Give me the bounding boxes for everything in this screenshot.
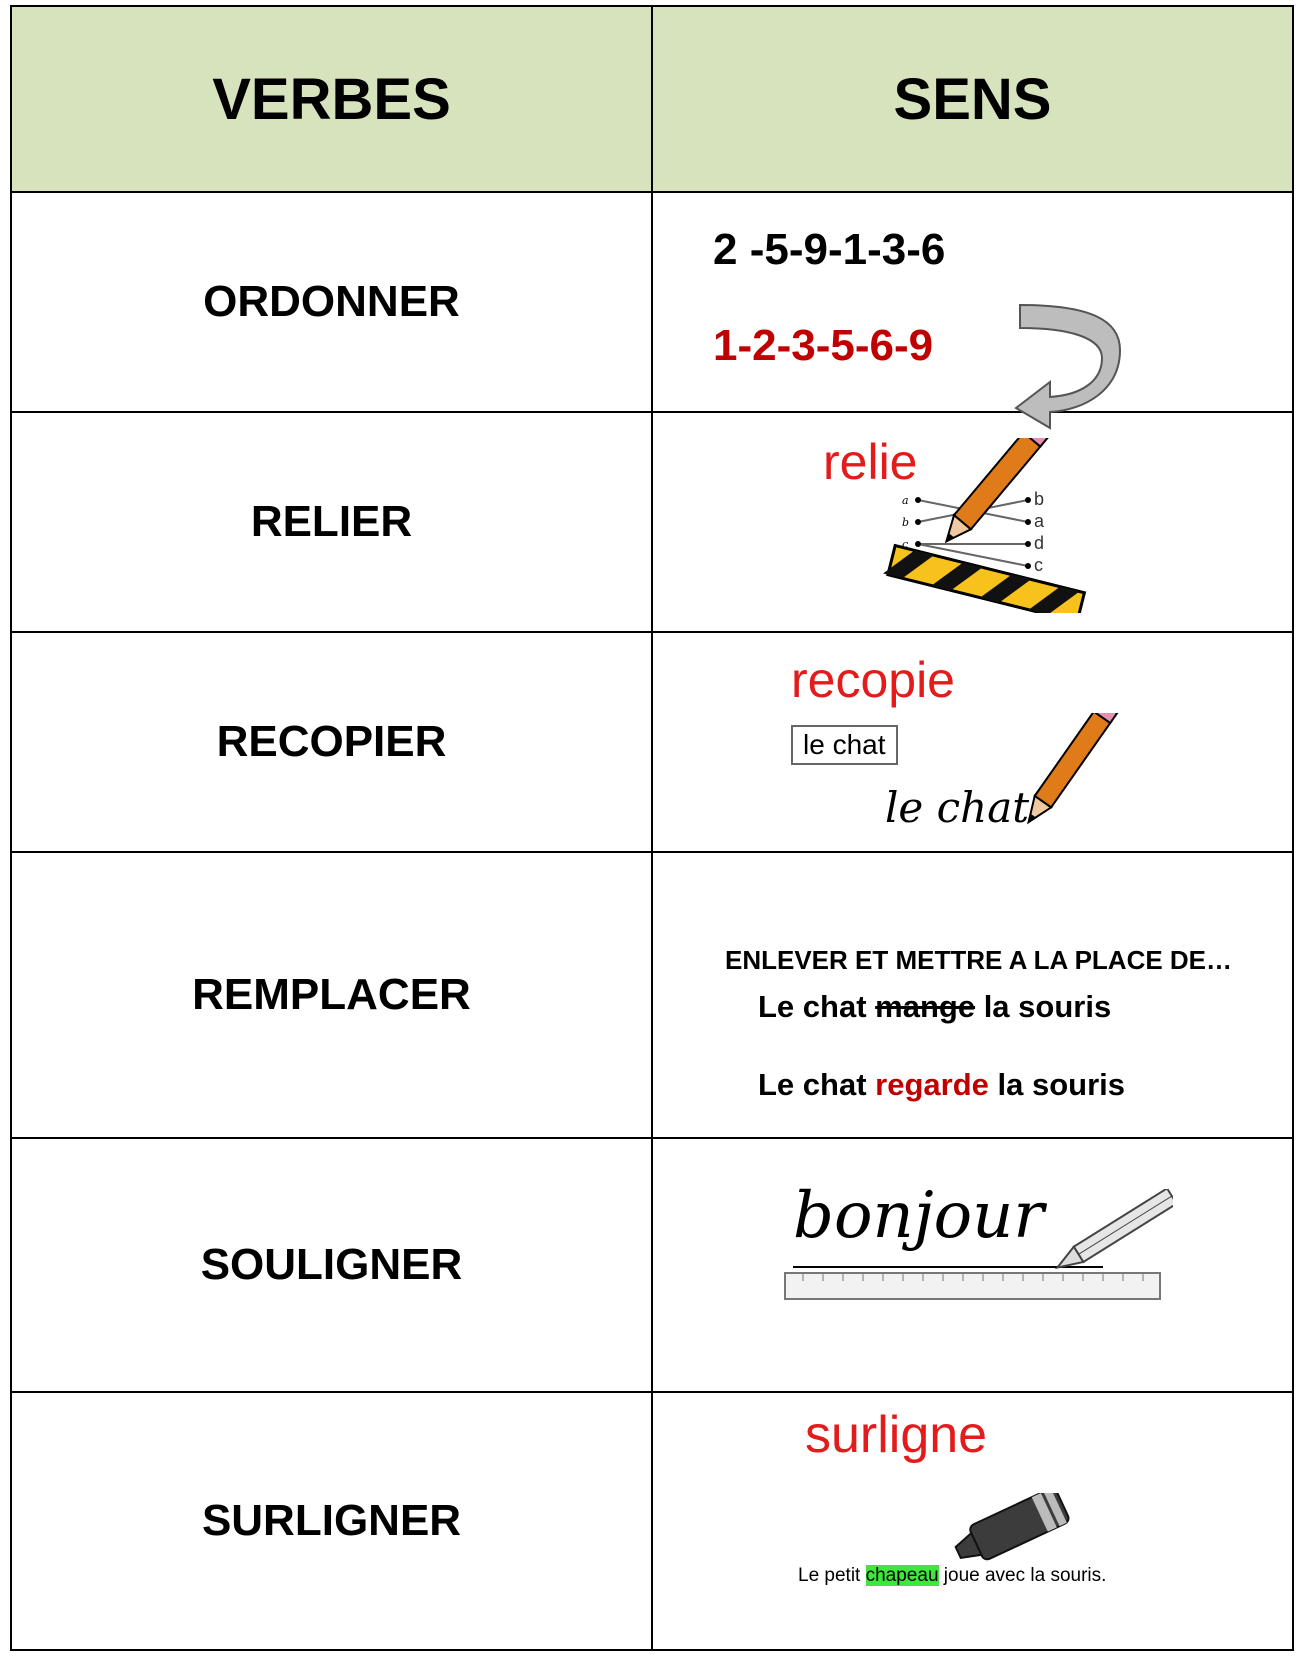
verb-remplacer: REMPLACER — [11, 852, 652, 1138]
pencil-icon — [938, 438, 1048, 548]
sens-souligner — [652, 1138, 1293, 1392]
underline-illustration — [773, 1189, 1173, 1319]
verb-ordonner: ORDONNER — [11, 192, 652, 412]
model-word-box: le chat — [791, 725, 898, 765]
curved-arrow-icon — [1010, 300, 1135, 450]
surligne-word: surligne — [805, 1406, 988, 1464]
sentence-replaced: Le chat regarde la souris — [758, 1067, 1125, 1102]
svg-text:b: b — [1034, 489, 1045, 509]
sentence-original: Le chat mange la souris — [758, 989, 1112, 1024]
verb-recopier: RECOPIER — [11, 632, 652, 852]
header-verbes: VERBES — [11, 6, 652, 192]
table-row — [11, 632, 1293, 852]
sens-surligner — [652, 1392, 1293, 1650]
sens-recopier — [652, 632, 1293, 852]
crossed-word: mange — [875, 989, 976, 1024]
sens-relier — [652, 412, 1293, 632]
verbs-table — [10, 5, 1294, 1651]
table-row — [11, 852, 1293, 1138]
pencil-icon — [1003, 713, 1123, 838]
highlight-sentence: Le petit chapeau joue avec la souris. — [798, 1565, 1107, 1586]
header-sens: SENS — [652, 6, 1293, 192]
ruler-icon — [883, 544, 1084, 613]
recopie-word: recopie — [791, 652, 955, 708]
verb-relier: RELIER — [11, 412, 652, 632]
grey-pencil-icon — [1053, 1189, 1173, 1275]
ruler-icon — [785, 1273, 1160, 1299]
svg-text:a: a — [1034, 511, 1045, 531]
sens-remplacer — [652, 852, 1293, 1138]
relie-word: relie — [823, 434, 918, 490]
svg-text:d: d — [1034, 533, 1045, 553]
svg-text:b: b — [902, 516, 910, 529]
svg-text:c: c — [902, 538, 909, 551]
copied-word-cursive: le chat — [885, 783, 1030, 832]
verbs-table-sheet — [10, 5, 1292, 1664]
ordered-numbers: 1-2-3-5-6-9 — [713, 321, 934, 370]
replacement-word: regarde — [875, 1067, 989, 1102]
verb-surligner: SURLIGNER — [11, 1392, 652, 1650]
bonjour-cursive: bonjour — [793, 1179, 1044, 1253]
verb-souligner: SOULIGNER — [11, 1138, 652, 1392]
header-row — [11, 6, 1293, 192]
replace-instruction: ENLEVER ET METTRE A LA PLACE DE… — [725, 945, 1233, 975]
table-row — [11, 1392, 1293, 1650]
relier-illustration — [878, 438, 1108, 613]
table-row — [11, 1138, 1293, 1392]
svg-text:c: c — [1034, 555, 1043, 575]
highlighter-icon — [943, 1493, 1083, 1563]
svg-text:a: a — [902, 494, 909, 507]
sens-ordonner — [652, 192, 1293, 412]
highlighted-word: chapeau — [865, 1565, 939, 1586]
unordered-numbers: 2 -5-9-1-3-6 — [713, 225, 946, 274]
